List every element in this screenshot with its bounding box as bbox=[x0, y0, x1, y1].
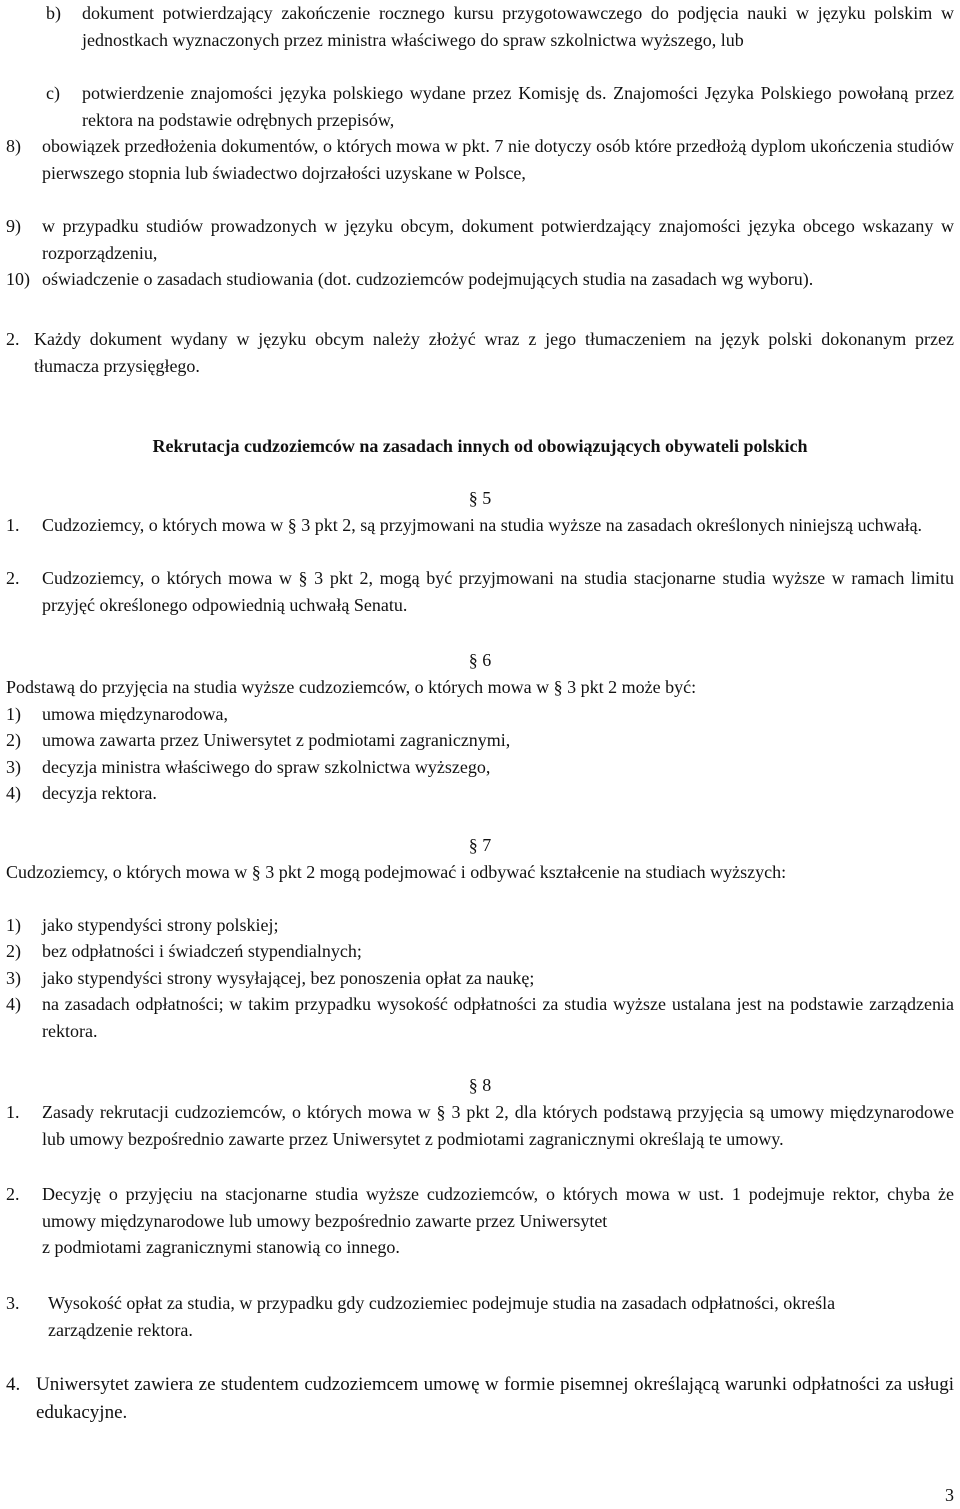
item-label: c) bbox=[46, 83, 60, 103]
section-heading: Rekrutacja cudzoziemców na zasadach innych od obowiązujących obywateli polskich bbox=[152, 436, 808, 456]
item-text: Zasady rekrutacji cudzoziemców, o których mowa w § 3 pkt 2, dla których podstawą przyjęcia są umowy międzynarodowe lub umowy bezpośrednio zawarte przez Uniwersytet z podmiotami zagranicznymi określają te umowy. bbox=[42, 1102, 954, 1149]
item-text: Każdy dokument wydany w języku obcym należy złożyć wraz z jego tłumaczeniem na język polski dokonanym przez tłumacza przysięgłego. bbox=[34, 329, 954, 376]
s7-item-4 bbox=[6, 991, 954, 1044]
s8-item-4 bbox=[6, 1371, 954, 1427]
item-label: 1. bbox=[6, 515, 20, 535]
item-label: 2. bbox=[6, 1184, 20, 1204]
item-label: 9) bbox=[6, 216, 21, 236]
item-text-continued: z podmiotami zagranicznymi stanowią co innego. bbox=[42, 1237, 400, 1257]
item-label: b) bbox=[46, 3, 61, 23]
s6-item-4 bbox=[6, 780, 954, 807]
s7-item-3 bbox=[6, 965, 954, 992]
s6-item-1 bbox=[6, 701, 954, 728]
item-text: umowa zawarta przez Uniwersytet z podmiotami zagranicznymi, bbox=[42, 730, 511, 750]
s7-intro: Cudzoziemcy, o których mowa w § 3 pkt 2 mogą podejmować i odbywać kształcenie na studiach wyższych: bbox=[6, 862, 787, 882]
item-text: potwierdzenie znajomości języka polskiego wydane przez Komisję ds. Znajomości Języka Polskiego powołaną przez rektora na podstawie odrębnych przepisów, bbox=[82, 83, 954, 130]
section-number: 7 bbox=[482, 835, 492, 855]
page-number: 3 bbox=[945, 1485, 954, 1505]
item-text: na zasadach odpłatności; w takim przypadku wysokość odpłatności za studia wyższe ustalana jest na podstawie zarządzenia rektora. bbox=[42, 994, 954, 1041]
s7-item-2 bbox=[6, 938, 954, 965]
item-label: 2. bbox=[6, 329, 20, 349]
list-item-9 bbox=[6, 213, 954, 266]
item-text: Wysokość opłat za studia, w przypadku gdy cudzoziemiec podejmuje studia na zasadach odpłatności, określa bbox=[48, 1293, 836, 1313]
item-text: bez odpłatności i świadczeń stypendialnych; bbox=[42, 941, 362, 961]
section-7-title bbox=[0, 832, 960, 858]
s8-item-1 bbox=[6, 1099, 954, 1152]
item-text: decyzja rektora. bbox=[42, 783, 157, 803]
section-number: 5 bbox=[482, 488, 492, 508]
section-mark: § bbox=[468, 835, 478, 855]
s8-item-2 bbox=[6, 1181, 954, 1261]
item-label: 4. bbox=[6, 1374, 21, 1395]
item-text: oświadczenie o zasadach studiowania (dot. cudzoziemców podejmujących studia na zasadach wg wyboru). bbox=[42, 269, 814, 289]
item-text: obowiązek przedłożenia dokumentów, o których mowa w pkt. 7 nie dotyczy osób które przedłożą dyplom ukończenia studiów pierwszego stopnia lub świadectwo dojrzałości uzyskane w Polsce, bbox=[42, 136, 954, 183]
item-label: 1. bbox=[6, 1102, 20, 1122]
item-text: w przypadku studiów prowadzonych w języku obcym, dokument potwierdzający znajomości języka obcego wskazany w rozporządzeniu, bbox=[42, 216, 954, 263]
item-text: jako stypendyści strony polskiej; bbox=[42, 915, 279, 935]
item-label: 8) bbox=[6, 136, 21, 156]
item-label: 1) bbox=[6, 704, 21, 724]
list-item-10 bbox=[6, 266, 954, 293]
item-text: decyzja ministra właściwego do spraw szkolnictwa wyższego, bbox=[42, 757, 491, 777]
section-6-title bbox=[0, 647, 960, 673]
item-label: 2) bbox=[6, 941, 21, 961]
item-text: Uniwersytet zawiera ze studentem cudzoziemcem umowę w formie pisemnej określającą warunki odpłatności za usługi edukacyjne. bbox=[36, 1374, 954, 1423]
item-text: Cudzoziemcy, o których mowa w § 3 pkt 2, są przyjmowani na studia wyższe na zasadach określonych niniejszą uchwałą. bbox=[42, 515, 923, 535]
item-label: 3) bbox=[6, 968, 21, 988]
s5-item-2 bbox=[6, 565, 954, 618]
s5-item-1 bbox=[6, 512, 954, 539]
section-5-title bbox=[0, 485, 960, 511]
item-label: 4) bbox=[6, 994, 21, 1014]
s8-item-3 bbox=[6, 1290, 954, 1343]
item-label: 1) bbox=[6, 915, 21, 935]
list-item-c bbox=[46, 80, 954, 133]
s6-item-3 bbox=[6, 754, 954, 781]
item-label: 3) bbox=[6, 757, 21, 777]
item-text: jako stypendyści strony wysyłającej, bez ponoszenia opłat za naukę; bbox=[42, 968, 535, 988]
item-text: umowa międzynarodowa, bbox=[42, 704, 228, 724]
item-label: 2. bbox=[6, 568, 20, 588]
list-item-8 bbox=[6, 133, 954, 186]
section-number: 8 bbox=[482, 1075, 492, 1095]
paragraph-2 bbox=[6, 326, 954, 379]
section-8-title bbox=[0, 1072, 960, 1098]
section-mark: § bbox=[468, 488, 478, 508]
section-mark: § bbox=[468, 1075, 478, 1095]
s7-item-1 bbox=[6, 912, 954, 939]
item-label: 3. bbox=[6, 1293, 20, 1313]
item-text-continued: zarządzenie rektora. bbox=[48, 1319, 193, 1340]
item-label: 10) bbox=[6, 269, 30, 289]
section-mark: § bbox=[468, 650, 478, 670]
s6-item-2 bbox=[6, 727, 954, 754]
item-label: 4) bbox=[6, 783, 21, 803]
item-text: dokument potwierdzający zakończenie rocznego kursu przygotowawczego do podjęcia nauki w języku polskim w jednostkach wyznaczonych przez ministra właściwego do spraw szkolnictwa wyższego, lub bbox=[82, 3, 954, 50]
item-text: Cudzoziemcy, o których mowa w § 3 pkt 2, mogą być przyjmowani na studia stacjonarne studia wyższe w ramach limitu przyjęć określonego odpowiednią uchwałą Senatu. bbox=[42, 568, 954, 615]
section-number: 6 bbox=[482, 650, 492, 670]
item-label: 2) bbox=[6, 730, 21, 750]
list-item-b bbox=[46, 0, 954, 53]
s6-intro: Podstawą do przyjęcia na studia wyższe cudzoziemców, o których mowa w § 3 pkt 2 może być: bbox=[6, 677, 697, 697]
item-text: Decyzję o przyjęciu na stacjonarne studia wyższe cudzoziemców, o których mowa w ust. 1 podejmuje rektor, chyba że umowy międzynarodowe lub umowy bezpośrednio zawarte przez Uniwersytet bbox=[42, 1184, 954, 1231]
